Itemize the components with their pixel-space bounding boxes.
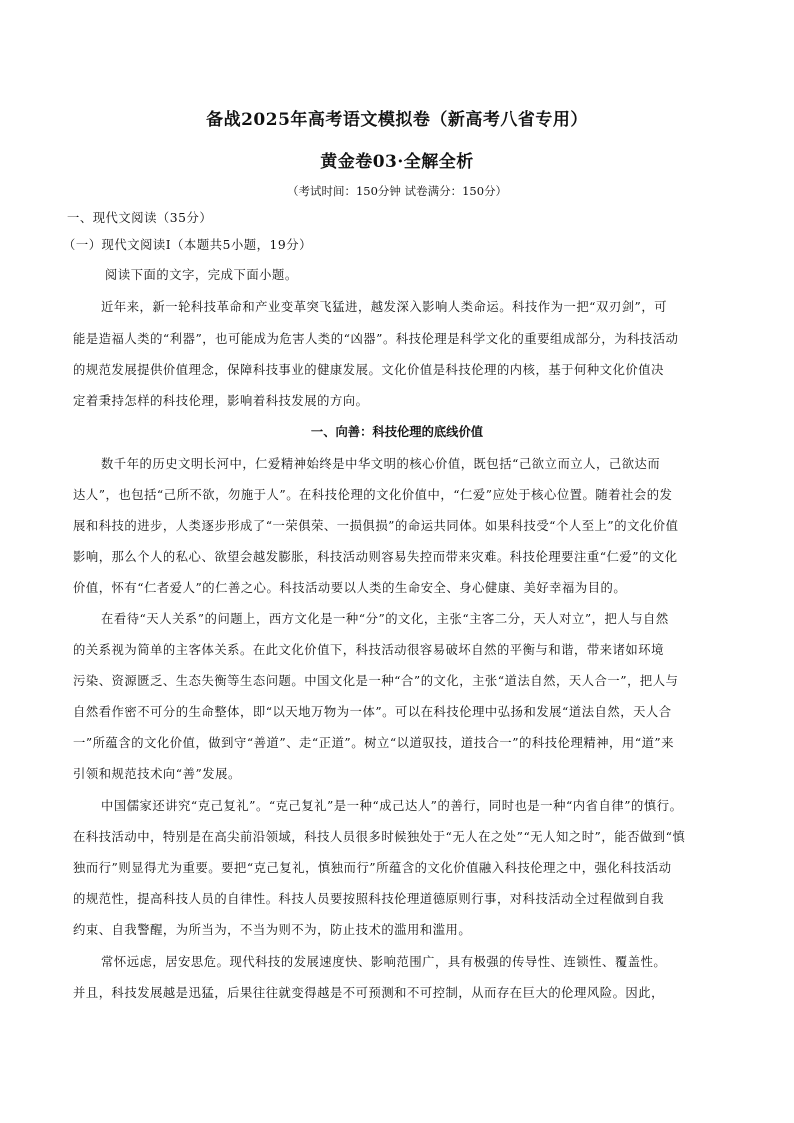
paragraph-line: 达人”，也包括“己所不欲，勿施于人”。在科技伦理的文化价值中，“仁爱”应处于核心位置。随着社会的发 <box>73 488 673 502</box>
paragraph-line: 的关系视为简单的主客体关系。在此文化价值下，科技活动很容易破坏自然的平衡与和谐，带来诸如环境 <box>73 643 664 657</box>
paragraph-line: 独而行”则显得尤为重要。要把“克己复礼，慎独而行”所蕴含的文化价值融入科技伦理之中，强化科技活动 <box>73 861 672 875</box>
paragraph-line: 引领和规范技术向“善”发展。 <box>73 767 241 781</box>
paragraph-line: 数千年的历史文明长河中，仁爱精神始终是中华文明的核心价值，既包括“己欲立而立人，己欲达而 <box>101 457 661 471</box>
page-subtitle: 黄金卷03·全解全析 <box>320 152 474 172</box>
paragraph-line: 影响，那么个人的私心、欲望会越发膨胀，科技活动则容易失控而带来灾难。科技伦理要注重“仁爱”的文化 <box>73 550 678 564</box>
paragraph-line: 污染、资源匮乏、生态失衡等生态问题。中国文化是一种“合”的文化，主张“道法自然，天人合一”，把人与 <box>73 674 679 688</box>
paragraph-line: 约束、自我警醒，为所当为，不当为则不为，防止技术的滥用和滥用。 <box>73 923 472 937</box>
exam-info: （考试时间：150分钟 试卷满分：150分） <box>286 184 508 198</box>
subsection-heading: （一）现代文阅读Ⅰ（本题共5小题，19分） <box>63 238 312 252</box>
paragraph-line: 常怀远虑，居安思危。现代科技的发展速度快、影响范围广，具有极强的传导性、连锁性、覆盖性。 <box>101 955 667 969</box>
article-section-heading: 一、向善：科技伦理的底线价值 <box>310 424 484 439</box>
paragraph-line: 展和科技的进步，人类逐步形成了“一荣俱荣、一损俱损”的命运共同体。如果科技受“个人至上”的文化价值 <box>73 519 679 533</box>
paragraph-line: 中国儒家还讲究“克己复礼”。“克己复礼”是一种“成己达人”的善行，同时也是一种“内省自律”的慎行。 <box>101 799 683 813</box>
paragraph-line: 在科技活动中，特别是在高尖前沿领域，科技人员很多时候独处于“无人在之处”“无人知之时”，能否做到“慎 <box>73 830 686 844</box>
paragraph-line: 自然看作密不可分的生命整体，即“以天地万物为一体”。可以在科技伦理中弘扬和发展“道法自然，天人合 <box>73 705 672 719</box>
paragraph-line: 的规范性，提高科技人员的自律性。科技人员要按照科技伦理道德原则行事，对科技活动全过程做到自我 <box>73 892 664 906</box>
instruction-text: 阅读下面的文字，完成下面小题。 <box>105 268 298 282</box>
paragraph-line: 在看待“天人关系”的问题上，西方文化是一种“分”的文化，主张“主客二分，天人对立”，把人与自然 <box>101 612 669 626</box>
paragraph-line: 一”所蕴含的文化价值，做到守“善道”、走“正道”。树立“以道驭技，道技合一”的科技伦理精神，用“道”来 <box>73 736 675 750</box>
paragraph-line: 的规范发展提供价值理念，保障科技事业的健康发展。文化价值是科技伦理的内核，基于何种文化价值决 <box>73 363 664 377</box>
section-heading: 一、现代文阅读（35分） <box>67 211 213 225</box>
page-title: 备战2025年高考语文模拟卷（新高考八省专用） <box>206 110 588 130</box>
paragraph-line: 并且，科技发展越是迅猛，后果往往就变得越是不可预测和不可控制，从而存在巨大的伦理风险。因此， <box>73 986 664 1000</box>
paragraph-line: 近年来，新一轮科技革命和产业变革突飞猛进，越发深入影响人类命运。科技作为一把“双刃剑”，可 <box>101 300 668 314</box>
paragraph-line: 能是造福人类的“利器”，也可能成为危害人类的“凶器”。科技伦理是科学文化的重要组成部分，为科技活动 <box>73 332 679 346</box>
paragraph-line: 价值，怀有“仁者爱人”的仁善之心。科技活动要以人类的生命安全、身心健康、美好幸福为目的。 <box>73 581 627 595</box>
paragraph-line: 定着秉持怎样的科技伦理，影响着科技发展的方向。 <box>73 394 369 408</box>
